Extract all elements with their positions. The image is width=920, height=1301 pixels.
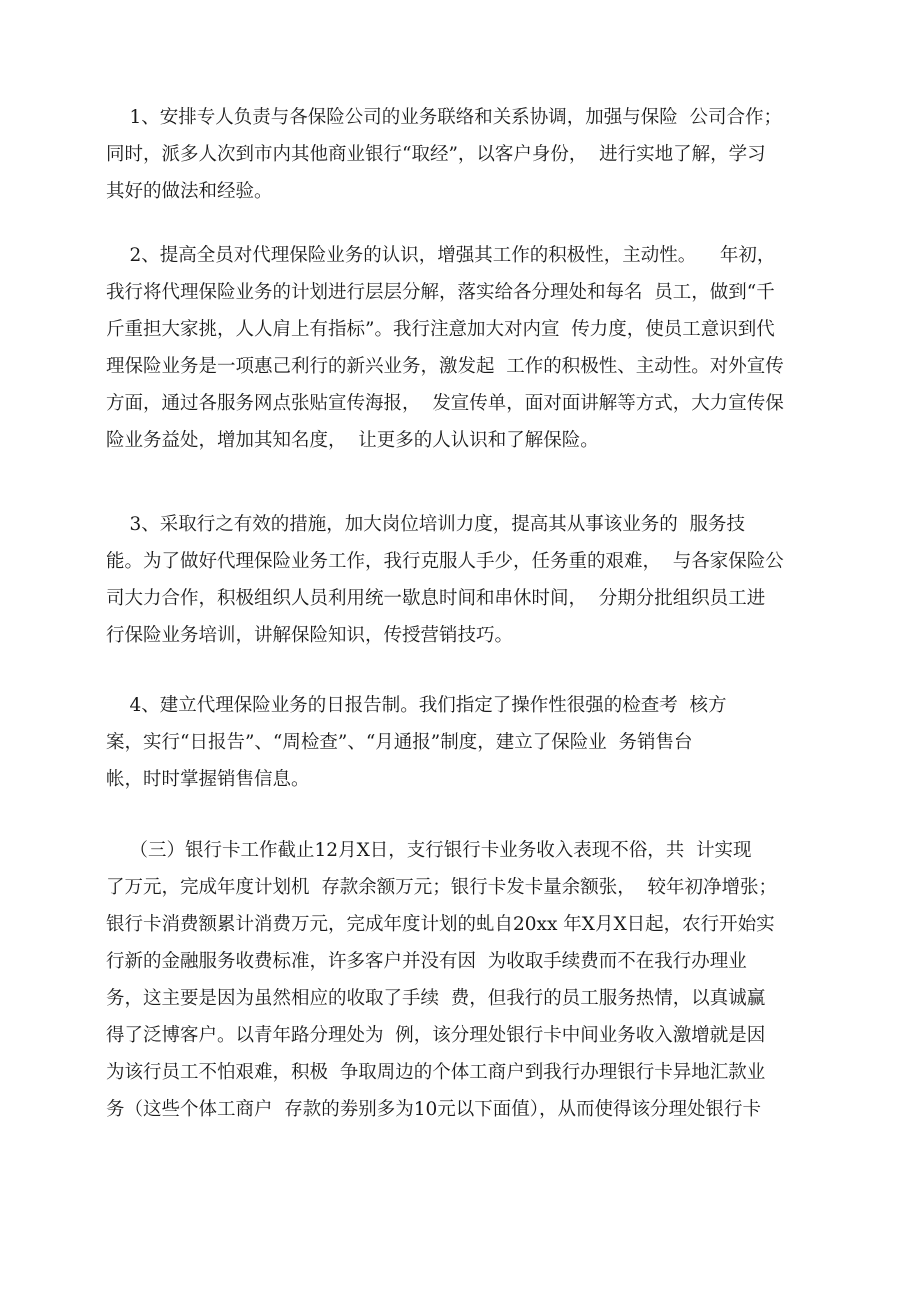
paragraph-4 <box>106 687 836 798</box>
text-line: 险业务益处，增加其知名度， 让更多的人认识和了解保险。 <box>106 430 599 451</box>
text-line: （三）银行卡工作截止12月X日，支行银行卡业务收入表现不俗，共 计实现 <box>106 840 752 861</box>
text-line: 务，这主要是因为虽然相应的收取了手续 费，但我行的员工服务热情，以真诚赢 <box>106 988 766 1009</box>
text-line: 3、采取行之有效的措施，加大岗位培训力度，提高其从事该业务的 服务技 <box>106 514 746 535</box>
text-line: 其好的做法和经验。 <box>106 181 273 202</box>
text-line: 了万元，完成年度计划机 存款余额万元；银行卡发卡量余额张， 较年初净增张； <box>106 877 778 898</box>
text-line: 帐，时时掌握销售信息。 <box>106 769 310 790</box>
text-line: 理保险业务是一项惠己利行的新兴业务，激发起 工作的积极性、主动性。对外宣传 <box>106 356 784 377</box>
text-line: 银行卡消费额累计消费万元，完成年度计划的虬自20xx 年X月X日起，农行开始实 <box>106 914 775 935</box>
text-line: 同时，派多人次到市内其他商业银行“取经”，以客户身份， 进行实地了解，学习 <box>106 144 766 165</box>
text-line: 案，实行“日报告”、“周检查”、“月通报”制度，建立了保险业 务销售台 <box>106 732 693 753</box>
text-line: 行新的金融服务收费标准，许多客户并没有因 为收取手续费而不在我行办理业 <box>106 951 747 972</box>
paragraph-5 <box>106 832 836 1128</box>
text-line: 得了泛博客户。以青年路分理处为 例，该分理处银行卡中间业务收入激增就是因 <box>106 1025 766 1046</box>
text-line: 行保险业务培训，讲解保险知识，传授营销技巧。 <box>106 625 514 646</box>
paragraph-1 <box>106 99 836 210</box>
paragraph-2 <box>106 237 836 459</box>
paragraph-3 <box>106 506 836 654</box>
text-line: 方面，通过各服务网点张贴宣传海报， 发宣传单，面对面讲解等方式，大力宣传保 <box>106 393 784 414</box>
text-line: 我行将代理保险业务的计划进行层层分解，落实给各分理处和每名 员工，做到“千 <box>106 282 775 303</box>
text-line: 司大力合作，积极组织人员利用统一歇息时间和串休时间， 分期分批组织员工进 <box>106 588 766 609</box>
text-line: 4、建立代理保险业务的日报告制。我们指定了操作性很强的检查考 核方 <box>106 695 727 716</box>
text-line: 务（这些个体工商户 存款的劵别多为10元以下面值），从而使得该分理处银行卡 <box>106 1099 762 1120</box>
text-line: 2、提高全员对代理保险业务的认识，增强其工作的积极性，主动性。 年初， <box>106 245 776 266</box>
text-line: 1、安排专人负责与各保险公司的业务联络和关系协调，加强与保险 公司合作； <box>106 107 783 128</box>
text-line: 斤重担大家挑，人人肩上有指标”。我行注意加大对内宣 传力度，使员工意识到代 <box>106 319 775 340</box>
text-line: 为该行员工不怕艰难，积极 争取周边的个体工商户到我行办理银行卡异地汇款业 <box>106 1062 766 1083</box>
text-line: 能。为了做好代理保险业务工作，我行克服人手少，任务重的艰难， 与各家保险公 <box>106 551 784 572</box>
